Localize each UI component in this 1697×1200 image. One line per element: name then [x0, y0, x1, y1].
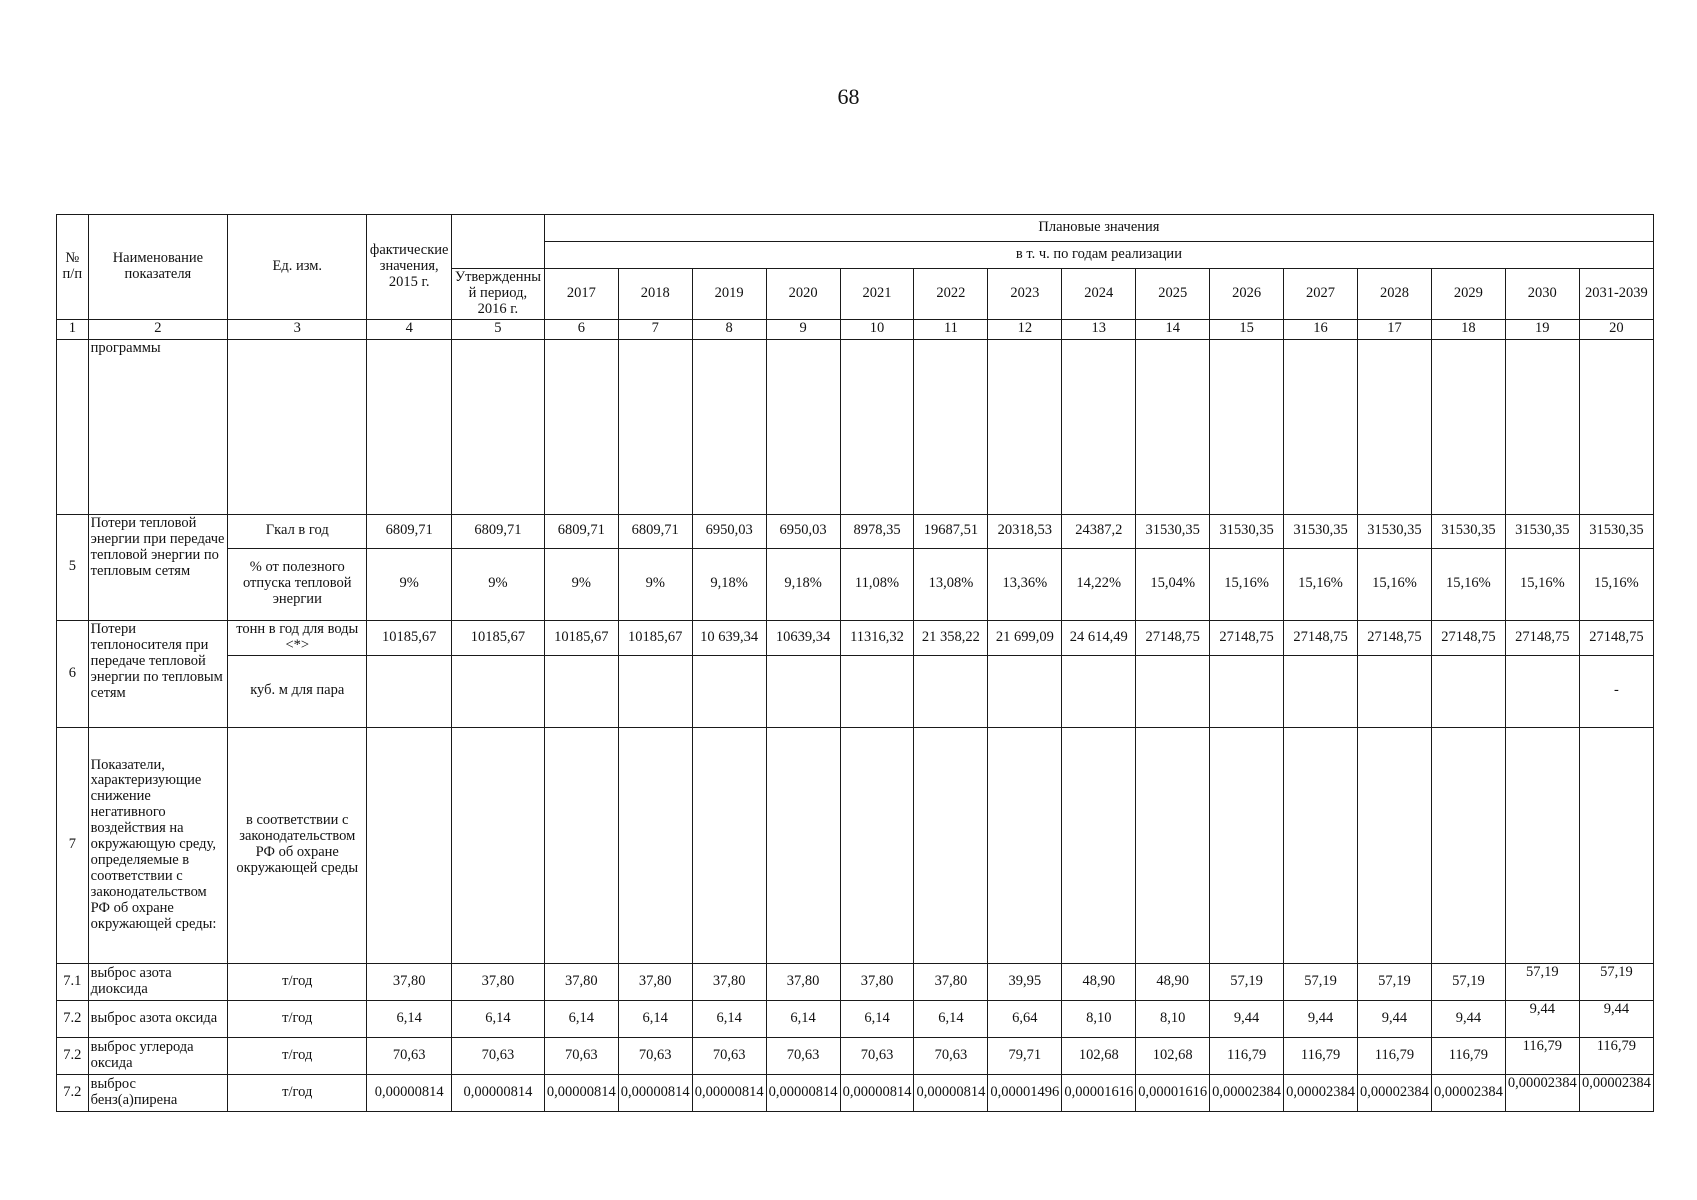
cont-v5: [766, 339, 840, 514]
row5-a-value-4: 6950,03: [692, 514, 766, 548]
column-number-3: 3: [228, 319, 367, 339]
column-number-19: 19: [1505, 319, 1579, 339]
row5-b-value-14: 15,16%: [1431, 548, 1505, 620]
row5-a-value-0: 6809,71: [367, 514, 451, 548]
row7-2b-value-1: 70,63: [451, 1037, 544, 1074]
row7-1-value-12: 57,19: [1284, 963, 1358, 1000]
row7-2c-value-8: 0,00001496: [988, 1074, 1062, 1111]
row6-b-value-9: [1062, 655, 1136, 727]
row7-1-value-15: 57,19: [1505, 963, 1579, 1000]
row7-2c-value-4: 0,00000814: [692, 1074, 766, 1111]
row7-2a-name: выброс азота оксида: [88, 1000, 227, 1037]
row5-a-value-5: 6950,03: [766, 514, 840, 548]
column-number-15: 15: [1210, 319, 1284, 339]
row6-b-value-3: [618, 655, 692, 727]
row7-2c-value-16: 0,00002384: [1579, 1074, 1653, 1111]
column-number-20: 20: [1579, 319, 1653, 339]
row5-b-value-0: 9%: [367, 548, 451, 620]
header-planned: Плановые значения: [544, 215, 1653, 242]
row5-b-value-11: 15,16%: [1210, 548, 1284, 620]
header-year-7: 2024: [1062, 269, 1136, 320]
row7-unit: в соответствии с законодательством РФ об охране окружающей среды: [228, 727, 367, 963]
header-year-13: 2030: [1505, 269, 1579, 320]
row7-2a-value-10: 8,10: [1136, 1000, 1210, 1037]
row7-2b-value-7: 70,63: [914, 1037, 988, 1074]
row6-a-value-8: 21 699,09: [988, 620, 1062, 655]
row5-a-value-8: 20318,53: [988, 514, 1062, 548]
header-year-2: 2019: [692, 269, 766, 320]
row7-2a-unit: т/год: [228, 1000, 367, 1037]
row7-2b-value-2: 70,63: [544, 1037, 618, 1074]
row7-2b-value-3: 70,63: [618, 1037, 692, 1074]
row6-a-value-13: 27148,75: [1358, 620, 1432, 655]
row5-a-value-10: 31530,35: [1136, 514, 1210, 548]
row7-2b-value-5: 70,63: [766, 1037, 840, 1074]
cont-v12: [1284, 339, 1358, 514]
row7-2c-value-12: 0,00002384: [1284, 1074, 1358, 1111]
row6-a-value-2: 10185,67: [544, 620, 618, 655]
row5-name: Потери тепловой энергии при передаче тепловой энергии по тепловым сетям: [88, 514, 227, 620]
row7-2c-value-10: 0,00001616: [1136, 1074, 1210, 1111]
row7-1-value-1: 37,80: [451, 963, 544, 1000]
cont-v7: [914, 339, 988, 514]
row6-b-value-1: [451, 655, 544, 727]
header-year-8: 2025: [1136, 269, 1210, 320]
row6-b-value-0: [367, 655, 451, 727]
row7-v11: [1210, 727, 1284, 963]
cont-v3: [618, 339, 692, 514]
header-col-actual: фактические значения, 2015 г.: [367, 215, 451, 320]
row6-b-value-12: [1284, 655, 1358, 727]
header-empty: [451, 215, 544, 269]
row7-2a-value-12: 9,44: [1284, 1000, 1358, 1037]
row7-2a-value-2: 6,14: [544, 1000, 618, 1037]
row6-b-value-8: [988, 655, 1062, 727]
row5-b-value-13: 15,16%: [1358, 548, 1432, 620]
row7-2b-value-8: 79,71: [988, 1037, 1062, 1074]
row6-a-value-15: 27148,75: [1505, 620, 1579, 655]
column-number-5: 5: [451, 319, 544, 339]
row7-1-value-6: 37,80: [840, 963, 914, 1000]
row5-a-value-2: 6809,71: [544, 514, 618, 548]
row5-b-value-8: 13,36%: [988, 548, 1062, 620]
row6-a-value-0: 10185,67: [367, 620, 451, 655]
row5-a-value-1: 6809,71: [451, 514, 544, 548]
row5-a-value-3: 6809,71: [618, 514, 692, 548]
column-number-13: 13: [1062, 319, 1136, 339]
row6-a-value-4: 10 639,34: [692, 620, 766, 655]
row7-v12: [1284, 727, 1358, 963]
row6-b-value-7: [914, 655, 988, 727]
cont-num: [57, 339, 89, 514]
row6-a-value-7: 21 358,22: [914, 620, 988, 655]
header-col-num: № п/п: [57, 215, 89, 320]
row7-v3: [618, 727, 692, 963]
row7-v9: [1062, 727, 1136, 963]
row5-a-value-11: 31530,35: [1210, 514, 1284, 548]
row7-1-value-8: 39,95: [988, 963, 1062, 1000]
row7-2b-value-0: 70,63: [367, 1037, 451, 1074]
header-col-unit: Ед. изм.: [228, 215, 367, 320]
row5-b-value-1: 9%: [451, 548, 544, 620]
row6-a-value-12: 27148,75: [1284, 620, 1358, 655]
header-year-11: 2028: [1358, 269, 1432, 320]
row7-2b-value-9: 102,68: [1062, 1037, 1136, 1074]
cont-v6: [840, 339, 914, 514]
row7-v4: [692, 727, 766, 963]
cont-v2: [544, 339, 618, 514]
row7-1-value-4: 37,80: [692, 963, 766, 1000]
row7-1-value-10: 48,90: [1136, 963, 1210, 1000]
row7-2a-value-11: 9,44: [1210, 1000, 1284, 1037]
row7-2b-value-6: 70,63: [840, 1037, 914, 1074]
row7-1-name: выброс азота диоксида: [88, 963, 227, 1000]
row7-1-num: 7.1: [57, 963, 89, 1000]
row7-2c-value-2: 0,00000814: [544, 1074, 618, 1111]
cont-v11: [1210, 339, 1284, 514]
row7-2b-value-16: 116,79: [1579, 1037, 1653, 1074]
row6-a-value-9: 24 614,49: [1062, 620, 1136, 655]
row5-b-value-4: 9,18%: [692, 548, 766, 620]
row7-2c-value-3: 0,00000814: [618, 1074, 692, 1111]
row7-2a-value-15: 9,44: [1505, 1000, 1579, 1037]
row7-2a-value-7: 6,14: [914, 1000, 988, 1037]
row7-v15: [1505, 727, 1579, 963]
row5-b-value-5: 9,18%: [766, 548, 840, 620]
row5-b-value-16: 15,16%: [1579, 548, 1653, 620]
cont-v13: [1358, 339, 1432, 514]
row5-b-value-9: 14,22%: [1062, 548, 1136, 620]
row7-2c-value-1: 0,00000814: [451, 1074, 544, 1111]
cont-v15: [1505, 339, 1579, 514]
column-number-17: 17: [1358, 319, 1432, 339]
cont-v10: [1136, 339, 1210, 514]
row5-a-value-16: 31530,35: [1579, 514, 1653, 548]
row7-2c-unit: т/год: [228, 1074, 367, 1111]
row7-1-value-3: 37,80: [618, 963, 692, 1000]
header-year-10: 2027: [1284, 269, 1358, 320]
header-year-1: 2018: [618, 269, 692, 320]
row7-2a-value-4: 6,14: [692, 1000, 766, 1037]
row6-a-value-3: 10185,67: [618, 620, 692, 655]
row7-2c-value-5: 0,00000814: [766, 1074, 840, 1111]
row6-b-value-5: [766, 655, 840, 727]
row7-2b-value-15: 116,79: [1505, 1037, 1579, 1074]
cont-v4: [692, 339, 766, 514]
header-year-12: 2029: [1431, 269, 1505, 320]
row7-2a-value-16: 9,44: [1579, 1000, 1653, 1037]
row6-num: 6: [57, 620, 89, 727]
row7-2c-name: выброс бенз(а)пирена: [88, 1074, 227, 1111]
indicators-table: [56, 214, 1654, 1112]
row7-2c-value-13: 0,00002384: [1358, 1074, 1432, 1111]
row7-1-value-13: 57,19: [1358, 963, 1432, 1000]
header-col-name: Наименование показателя: [88, 215, 227, 320]
row7-2a-value-5: 6,14: [766, 1000, 840, 1037]
row7-2a-num: 7.2: [57, 1000, 89, 1037]
header-year-3: 2020: [766, 269, 840, 320]
column-number-4: 4: [367, 319, 451, 339]
column-number-8: 8: [692, 319, 766, 339]
row7-v7: [914, 727, 988, 963]
row5-b-value-15: 15,16%: [1505, 548, 1579, 620]
row7-v14: [1431, 727, 1505, 963]
row7-1-value-0: 37,80: [367, 963, 451, 1000]
row5-b-value-3: 9%: [618, 548, 692, 620]
row7-v6: [840, 727, 914, 963]
row6-a-value-14: 27148,75: [1431, 620, 1505, 655]
row7-v13: [1358, 727, 1432, 963]
row7-2a-value-13: 9,44: [1358, 1000, 1432, 1037]
row7-2c-num: 7.2: [57, 1074, 89, 1111]
header-year-14: 2031-2039: [1579, 269, 1653, 320]
row7-2c-value-7: 0,00000814: [914, 1074, 988, 1111]
row7-2b-value-11: 116,79: [1210, 1037, 1284, 1074]
row6-b-value-16: -: [1579, 655, 1653, 727]
row5-a-value-6: 8978,35: [840, 514, 914, 548]
row7-1-value-2: 37,80: [544, 963, 618, 1000]
column-number-14: 14: [1136, 319, 1210, 339]
row7-1-value-9: 48,90: [1062, 963, 1136, 1000]
row7-v16: [1579, 727, 1653, 963]
row7-2b-name: выброс углерода оксида: [88, 1037, 227, 1074]
row7-2c-value-6: 0,00000814: [840, 1074, 914, 1111]
row7-2a-value-1: 6,14: [451, 1000, 544, 1037]
row7-2b-value-12: 116,79: [1284, 1037, 1358, 1074]
header-year-5: 2022: [914, 269, 988, 320]
row5-a-value-7: 19687,51: [914, 514, 988, 548]
row7-1-value-16: 57,19: [1579, 963, 1653, 1000]
cont-v0: [367, 339, 451, 514]
cont-v9: [1062, 339, 1136, 514]
row7-2c-value-11: 0,00002384: [1210, 1074, 1284, 1111]
row7-1-unit: т/год: [228, 963, 367, 1000]
row7-2c-value-9: 0,00001616: [1062, 1074, 1136, 1111]
row6-b-value-15: [1505, 655, 1579, 727]
cont-v8: [988, 339, 1062, 514]
row7-v1: [451, 727, 544, 963]
row7-2c-value-14: 0,00002384: [1431, 1074, 1505, 1111]
row7-2b-unit: т/год: [228, 1037, 367, 1074]
row6-b-value-6: [840, 655, 914, 727]
header-year-9: 2026: [1210, 269, 1284, 320]
row7-1-value-7: 37,80: [914, 963, 988, 1000]
row6-a-value-10: 27148,75: [1136, 620, 1210, 655]
row7-1-value-11: 57,19: [1210, 963, 1284, 1000]
row7-2c-value-0: 0,00000814: [367, 1074, 451, 1111]
row6-name: Потери теплоносителя при передаче тепловой энергии по тепловым сетям: [88, 620, 227, 727]
row5-a-value-13: 31530,35: [1358, 514, 1432, 548]
row6-b-value-11: [1210, 655, 1284, 727]
column-number-18: 18: [1431, 319, 1505, 339]
cont-unit: [228, 339, 367, 514]
row5-b-value-12: 15,16%: [1284, 548, 1358, 620]
row6-b-value-14: [1431, 655, 1505, 727]
row5-b-value-7: 13,08%: [914, 548, 988, 620]
row5-a-value-12: 31530,35: [1284, 514, 1358, 548]
row7-2b-value-4: 70,63: [692, 1037, 766, 1074]
column-number-9: 9: [766, 319, 840, 339]
row5-unit-a: Гкал в год: [228, 514, 367, 548]
row7-2a-value-8: 6,64: [988, 1000, 1062, 1037]
row7-2a-value-14: 9,44: [1431, 1000, 1505, 1037]
row7-2a-value-0: 6,14: [367, 1000, 451, 1037]
header-year-4: 2021: [840, 269, 914, 320]
row5-num: 5: [57, 514, 89, 620]
row7-v2: [544, 727, 618, 963]
column-number-6: 6: [544, 319, 618, 339]
row5-a-value-9: 24387,2: [1062, 514, 1136, 548]
row7-2b-value-10: 102,68: [1136, 1037, 1210, 1074]
row7-1-value-14: 57,19: [1431, 963, 1505, 1000]
row7-1-value-5: 37,80: [766, 963, 840, 1000]
column-number-10: 10: [840, 319, 914, 339]
row7-num: 7: [57, 727, 89, 963]
header-year-0: 2017: [544, 269, 618, 320]
cont-name: программы: [88, 339, 227, 514]
row7-2c-value-15: 0,00002384: [1505, 1074, 1579, 1111]
row7-v8: [988, 727, 1062, 963]
column-number-11: 11: [914, 319, 988, 339]
row7-2a-value-9: 8,10: [1062, 1000, 1136, 1037]
row7-2b-value-14: 116,79: [1431, 1037, 1505, 1074]
row6-unit-a: тонн в год для воды <*>: [228, 620, 367, 655]
column-number-16: 16: [1284, 319, 1358, 339]
row6-a-value-1: 10185,67: [451, 620, 544, 655]
row7-2a-value-3: 6,14: [618, 1000, 692, 1037]
column-number-12: 12: [988, 319, 1062, 339]
row5-a-value-15: 31530,35: [1505, 514, 1579, 548]
row7-2a-value-6: 6,14: [840, 1000, 914, 1037]
row7-v10: [1136, 727, 1210, 963]
row6-unit-b: куб. м для пара: [228, 655, 367, 727]
cont-v1: [451, 339, 544, 514]
row7-name: Показатели, характеризующие снижение негативного воздействия на окружающую среду, определяемые в соответствии с законодательством РФ об охране окружающей среды:: [88, 727, 227, 963]
header-by-years: в т. ч. по годам реализации: [544, 242, 1653, 269]
row7-2b-value-13: 116,79: [1358, 1037, 1432, 1074]
row5-b-value-2: 9%: [544, 548, 618, 620]
row5-b-value-6: 11,08%: [840, 548, 914, 620]
row7-v0: [367, 727, 451, 963]
row5-unit-b: % от полезного отпуска тепловой энергии: [228, 548, 367, 620]
row6-b-value-13: [1358, 655, 1432, 727]
row7-2b-num: 7.2: [57, 1037, 89, 1074]
row6-a-value-11: 27148,75: [1210, 620, 1284, 655]
row6-b-value-4: [692, 655, 766, 727]
row6-a-value-5: 10639,34: [766, 620, 840, 655]
column-number-1: 1: [57, 319, 89, 339]
cont-v16: [1579, 339, 1653, 514]
row6-a-value-16: 27148,75: [1579, 620, 1653, 655]
row5-b-value-10: 15,04%: [1136, 548, 1210, 620]
header-year-6: 2023: [988, 269, 1062, 320]
row7-v5: [766, 727, 840, 963]
page-number: 68: [837, 84, 860, 109]
column-number-2: 2: [88, 319, 227, 339]
header-col-approved: Утвержденный период, 2016 г.: [451, 269, 544, 320]
row5-a-value-14: 31530,35: [1431, 514, 1505, 548]
row6-b-value-10: [1136, 655, 1210, 727]
row6-b-value-2: [544, 655, 618, 727]
row6-a-value-6: 11316,32: [840, 620, 914, 655]
column-number-7: 7: [618, 319, 692, 339]
cont-v14: [1431, 339, 1505, 514]
